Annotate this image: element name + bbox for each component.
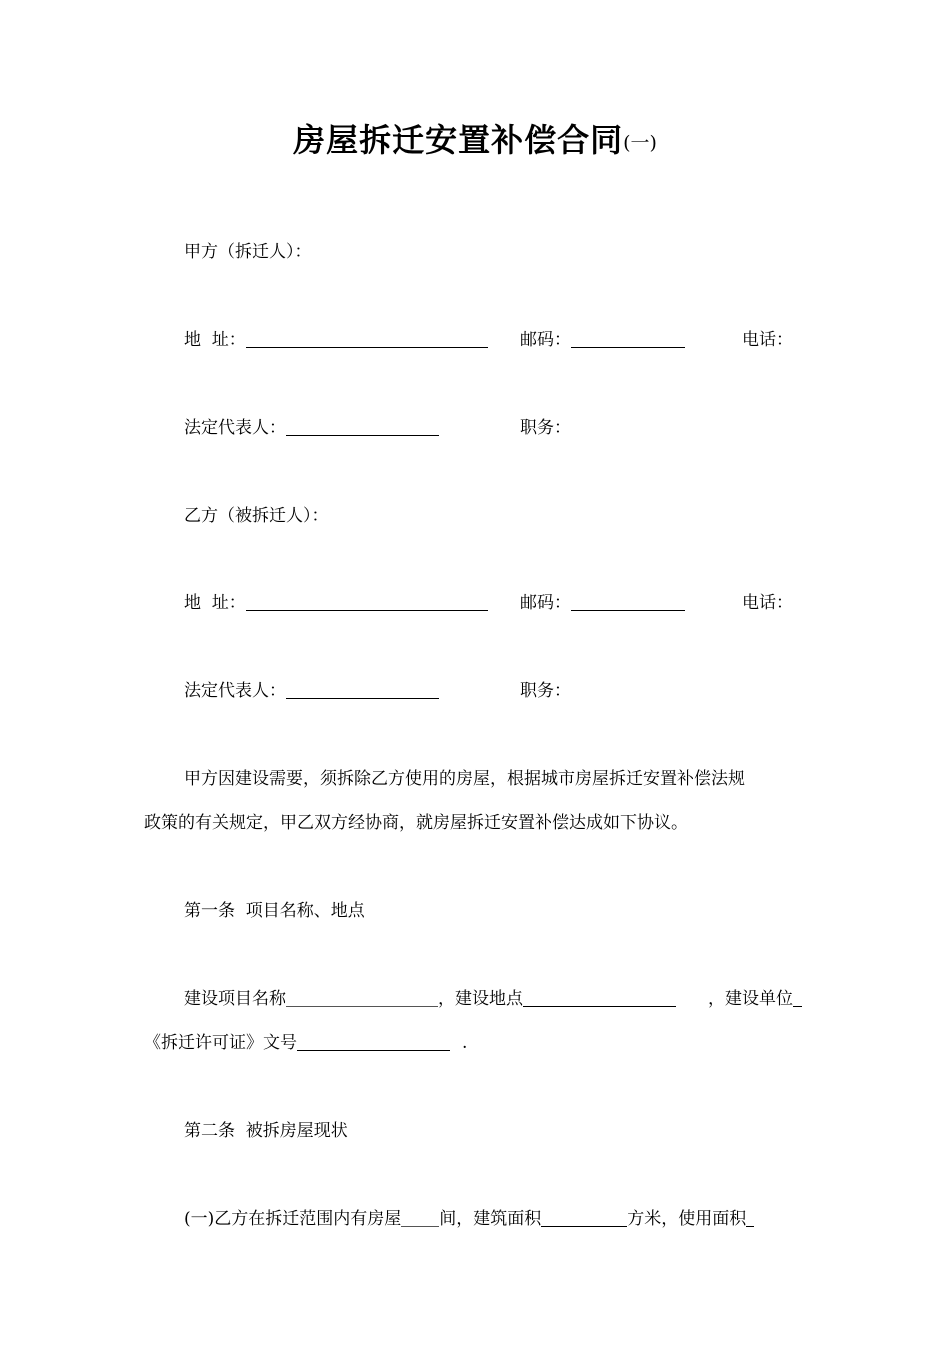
title-main: 房屋拆迁安置补偿合同: [293, 121, 624, 159]
document-title: [0, 118, 950, 165]
party-a-address-blank[interactable]: [246, 329, 488, 348]
party-a-rep-row: [184, 416, 439, 440]
party-a-address-row: [184, 328, 488, 352]
party-b-rep-blank[interactable]: [286, 680, 439, 699]
floor-area-blank[interactable]: [541, 1208, 627, 1227]
preamble-line-1: 甲方因建设需要，须拆除乙方使用的房屋，根据城市房屋拆迁安置补偿法规: [184, 769, 745, 789]
project-site-label: ，建设地点: [438, 989, 523, 1009]
permit-end-mark: .: [462, 1033, 468, 1053]
permit-label: 《拆迁许可证》文号: [144, 1033, 297, 1053]
party-a-postcode-row: [520, 328, 685, 352]
usable-area-blank[interactable]: [746, 1208, 754, 1227]
party-b-postcode-blank[interactable]: [571, 592, 685, 611]
project-unit-blank[interactable]: [793, 988, 802, 1007]
party-a-heading: 甲方（拆迁人）：: [184, 242, 312, 262]
party-a-rep-blank[interactable]: [286, 417, 439, 436]
article-1-permit-row: [144, 1031, 467, 1055]
project-unit-label: ，建设单位: [708, 989, 793, 1009]
article-1-heading: 第一条 项目名称、地点: [184, 901, 365, 921]
project-name-label: 建设项目名称: [184, 989, 286, 1009]
party-b-rep-label: 法定代表人：: [184, 681, 286, 701]
party-a-position-label: 职务：: [520, 418, 571, 438]
party-a-address-label: 地 址：: [184, 330, 246, 350]
party-b-postcode-row: [520, 591, 685, 615]
party-b-address-label: 地 址：: [184, 593, 246, 613]
party-b-heading: 乙方（被拆迁人）：: [184, 506, 329, 526]
rooms-unit-label: 间，建筑面积: [439, 1209, 542, 1229]
party-a-postcode-blank[interactable]: [571, 329, 685, 348]
preamble-line-2: 政策的有关规定，甲乙双方经协商，就房屋拆迁安置补偿达成如下协议。: [144, 813, 688, 833]
item-1-prefix: (一)乙方在拆迁范围内有房屋: [184, 1209, 402, 1229]
article-1-unit-row: [708, 987, 802, 1011]
party-b-address-row: [184, 591, 488, 615]
party-a-rep-label: 法定代表人：: [184, 418, 286, 438]
permit-blank[interactable]: [297, 1032, 450, 1051]
project-name-blank[interactable]: [286, 988, 438, 1007]
article-2-item-1-row: [184, 1207, 754, 1231]
rooms-count-blank[interactable]: [401, 1208, 439, 1227]
title-suffix: (一): [623, 132, 657, 154]
article-2-heading: 第二条 被拆房屋现状: [184, 1121, 348, 1141]
party-b-position-label: 职务：: [520, 681, 571, 701]
party-b-rep-row: [184, 679, 439, 703]
article-1-project-row: [184, 987, 676, 1011]
party-b-address-blank[interactable]: [246, 592, 488, 611]
party-a-postcode-label: 邮码：: [520, 330, 571, 350]
party-b-phone-label: 电话：: [742, 593, 793, 613]
area-unit-label: 方米，使用面积: [627, 1209, 747, 1229]
party-a-phone-label: 电话：: [742, 330, 793, 350]
project-site-blank[interactable]: [523, 988, 676, 1007]
party-b-postcode-label: 邮码：: [520, 593, 571, 613]
